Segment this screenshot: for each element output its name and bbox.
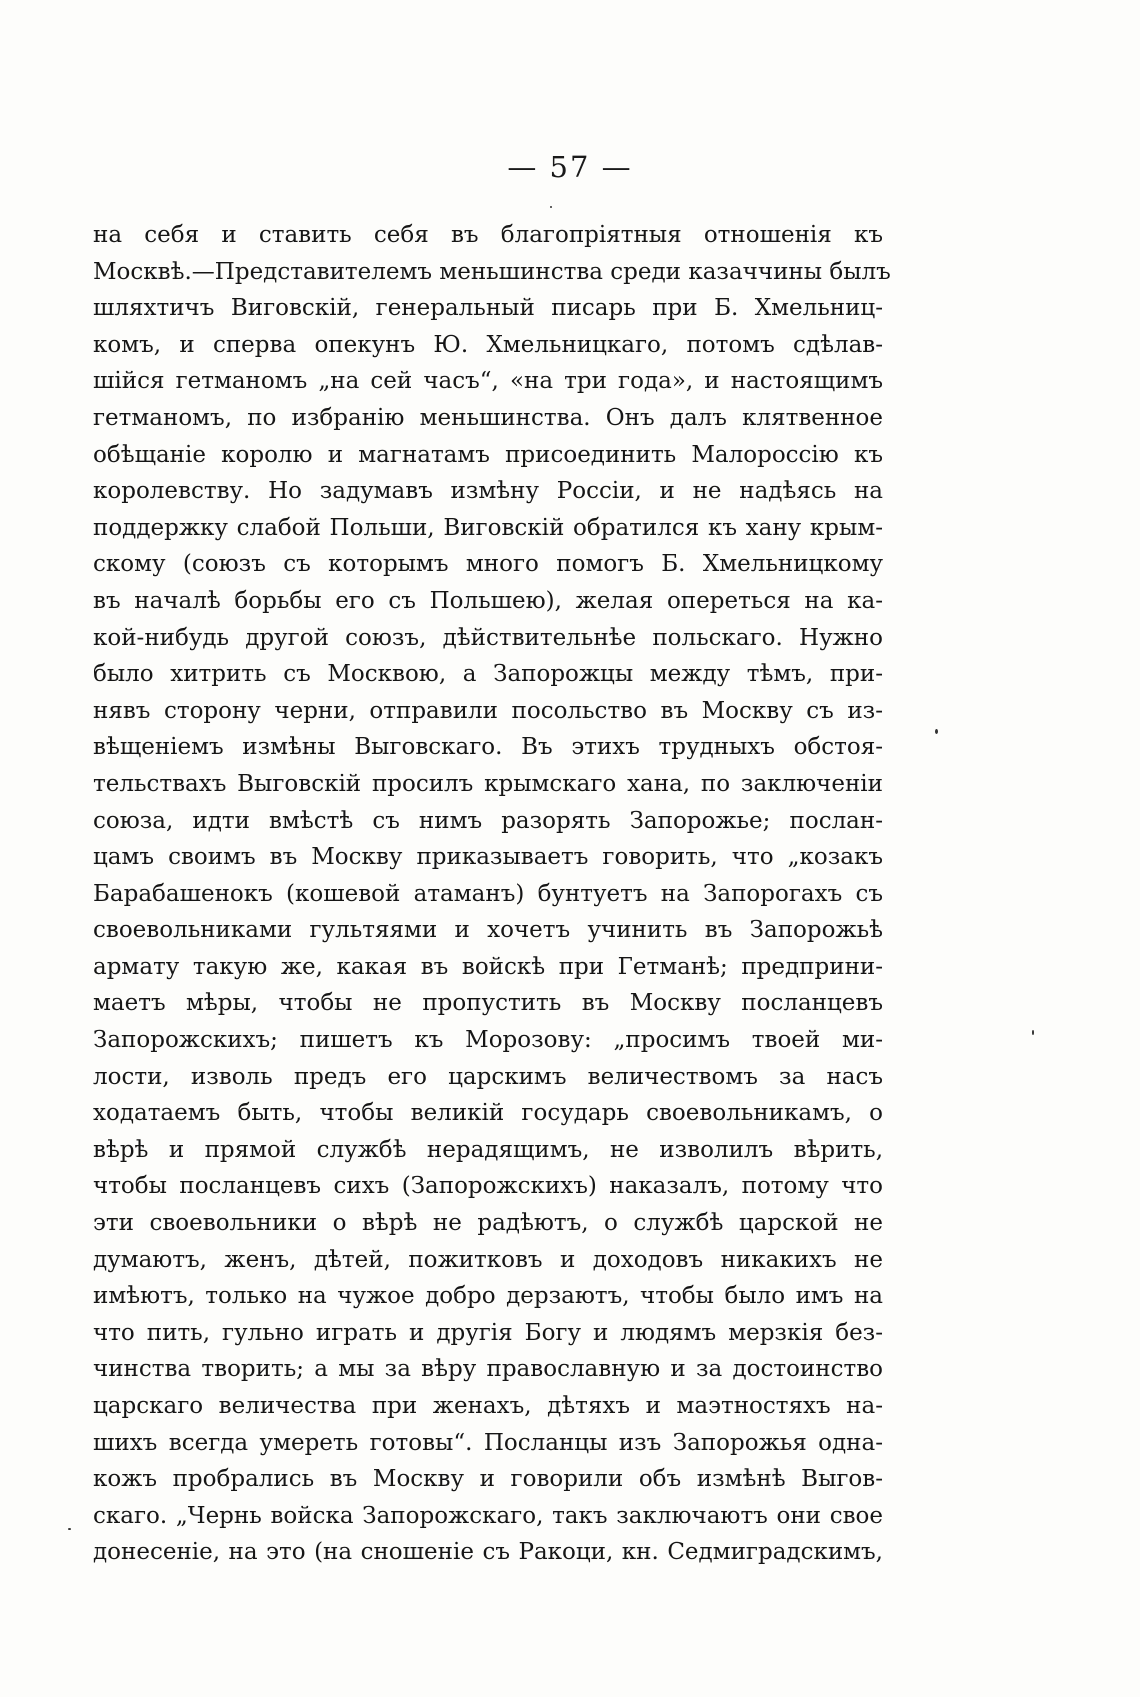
text-line: королевству. Но задумавъ измѣну Россіи, и не надѣясь на (93, 478, 883, 505)
text-line: донесеніе, на это (на сношеніе съ Ракоци, кн. Седмиградскимъ, (93, 1539, 883, 1566)
text-line: кой-нибудь другой союзъ, дѣйствительнѣе польскаго. Нужно (93, 624, 883, 651)
text-line: комъ, и сперва опекунъ Ю. Хмельницкаго, потомъ сдѣлав- (93, 331, 883, 358)
text-line: лости, изволь предъ его царскимъ величествомъ за насъ (93, 1063, 883, 1090)
text-line: маетъ мѣры, чтобы не пропустить въ Москву посланцевъ (93, 990, 883, 1017)
text-line: шійся гетманомъ „на сей часъ“, «на три года», и настоящимъ (93, 368, 883, 395)
text-line: эти своевольники о вѣрѣ не радѣютъ, о службѣ царской не (93, 1210, 883, 1237)
page-number: — 57 — (507, 150, 633, 184)
body-text (93, 217, 891, 1571)
text-line: кожъ пробрались въ Москву и говорили объ измѣнѣ Выгов- (93, 1466, 883, 1493)
text-line: было хитрить съ Москвою, а Запорожцы между тѣмъ, при- (93, 661, 883, 688)
text-line: вѣщеніемъ измѣны Выговскаго. Въ этихъ трудныхъ обстоя- (93, 734, 883, 761)
print-speck (550, 206, 552, 208)
text-line: въ началѣ борьбы его съ Польшею), желая опереться на ка- (93, 587, 883, 614)
text-line: союза, идти вмѣстѣ съ нимъ разорять Запорожье; послан- (93, 807, 883, 834)
text-line: поддержку слабой Польши, Виговскій обратился къ хану крым- (93, 514, 883, 541)
text-line: царскаго величества при женахъ, дѣтяхъ и маэтностяхъ на- (93, 1393, 883, 1419)
text-line: скому (союзъ съ которымъ много помогъ Б. Хмельницкому (93, 551, 883, 578)
text-line: чтобы посланцевъ сихъ (Запорожскихъ) наказалъ, потому что (93, 1173, 883, 1200)
text-line: ходатаемъ быть, чтобы великій государь своевольникамъ, о (93, 1100, 883, 1127)
text-line: гетманомъ, по избранію меньшинства. Онъ далъ клятвенное (93, 404, 883, 431)
print-speck (935, 729, 938, 734)
text-line: что пить, гульно играть и другія Богу и людямъ мерзкія без- (93, 1319, 883, 1346)
text-line: Барабашенокъ (кошевой атаманъ) бунтуетъ на Запорогахъ съ (93, 880, 883, 907)
text-line: имѣютъ, только на чужое добро дерзаютъ, чтобы было имъ на (93, 1283, 883, 1310)
text-line: вѣрѣ и прямой службѣ нерадящимъ, не изволилъ вѣрить, (93, 1136, 883, 1163)
print-speck (68, 1528, 71, 1530)
text-line: шихъ всегда умереть готовы“. Посланцы изъ Запорожья одна- (93, 1429, 883, 1456)
text-line: чинства творить; а мы за вѣру православную и за достоинство (93, 1356, 883, 1383)
print-speck (1032, 1030, 1034, 1035)
text-line: Запорожскихъ; пишетъ къ Морозову: „просимъ твоей ми- (93, 1027, 883, 1054)
text-line: Москвѣ.—Представителемъ меньшинства среди казаччины былъ (93, 258, 891, 285)
text-line: скаго. „Чернь войска Запорожскаго, такъ заключаютъ они свое (93, 1502, 883, 1529)
text-line: армату такую же, какая въ войскѣ при Гетманѣ; предприни- (93, 953, 883, 980)
text-line: нявъ сторону черни, отправили посольство въ Москву съ из- (93, 697, 883, 724)
text-line: шляхтичъ Виговскій, генеральный писарь при Б. Хмельниц- (93, 295, 883, 322)
text-line: думаютъ, женъ, дѣтей, пожитковъ и доходовъ никакихъ не (93, 1246, 883, 1273)
text-line: своевольниками гультяями и хочетъ учинить въ Запорожьѣ (93, 917, 883, 944)
text-line: тельствахъ Выговскій просилъ крымскаго хана, по заключеніи (93, 770, 883, 797)
text-line: обѣщаніе королю и магнатамъ присоединить Малороссію къ (93, 441, 883, 468)
text-line: на себя и ставить себя въ благопріятныя отношенія къ (93, 222, 883, 248)
text-line: цамъ своимъ въ Москву приказываетъ говорить, что „козакъ (93, 844, 883, 871)
